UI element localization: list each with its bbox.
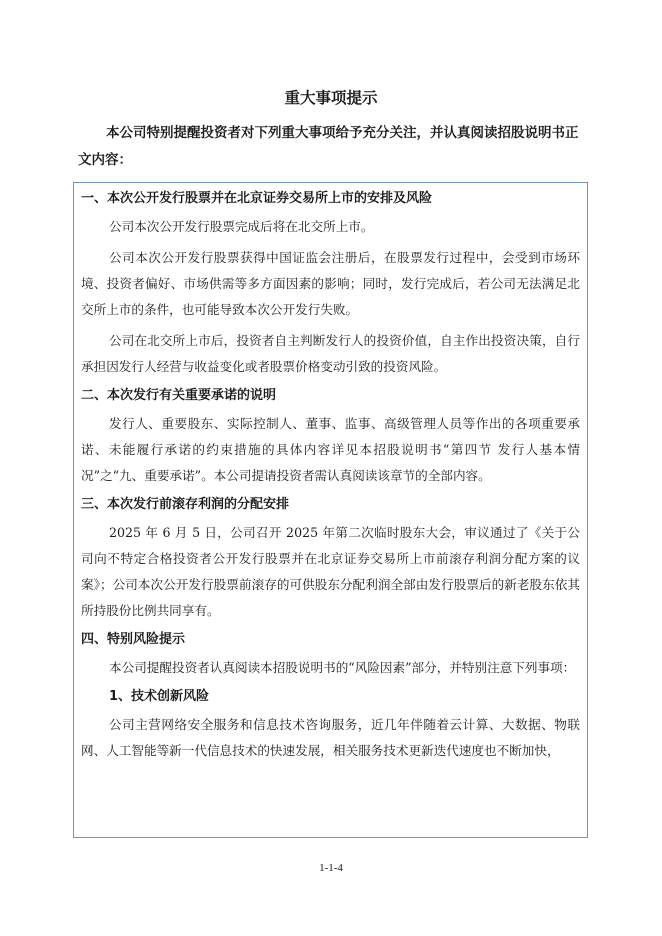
section-paragraph: 公司在北交所上市后，投资者自主判断发行人的投资价值，自主作出投资决策，自行承担因发行人经营与收益变化或者股票价格变动引致的投资风险。 [81, 333, 580, 374]
section-1 [81, 188, 580, 380]
page-title: 重大事项提示 [284, 89, 378, 107]
section-paragraph: 发行人、重要股东、实际控制人、董事、监事、高级管理人员等作出的各项重要承诺、未能履行承诺的约束措施的具体内容详见本招股说明书“第四节 发行人基本情况”之“九、重要承诺”。本公司提请投资者需认真阅读该章节的全部内容。 [81, 416, 580, 483]
section-heading: 四、特别风险提示 [81, 632, 186, 647]
section-4 [81, 629, 580, 764]
section-paragraph: 2025 年 6 月 5 日，公司召开 2025 年第二次临时股东大会，审议通过了《关于公司向不特定合格投资者公开发行股票并在北京证券交易所上市前滚存利润分配方案的议案》；公司本次公开发行股票前滚存的可供股东分配利润全部由发行股票后的新老股东依其所持股份比例共同享有。 [81, 525, 580, 618]
notice-box [73, 182, 588, 838]
section-paragraph: 公司本次公开发行股票完成后将在北交所上市。 [109, 219, 374, 234]
section-heading: 一、本次公开发行股票并在北京证券交易所上市的安排及风险 [81, 191, 433, 206]
intro-paragraph: 本公司特别提醒投资者对下列重大事项给予充分关注，并认真阅读招股说明书正文内容： [78, 125, 579, 168]
subsection-heading: 1、技术创新风险 [109, 689, 210, 704]
subsection-paragraph: 公司主营网络安全服务和信息技术咨询服务，近几年伴随着云计算、大数据、物联网、人工智能等新一代信息技术的快速发展，相关服务技术更新迭代速度也不断加快， [81, 717, 580, 758]
section-3 [81, 494, 580, 624]
section-paragraph: 本公司提醒投资者认真阅读本招股说明书的“风险因素”部分，并特别注意下列事项： [109, 660, 576, 675]
section-heading: 三、本次发行前滚存利润的分配安排 [81, 497, 290, 512]
section-paragraph: 公司本次公开发行股票获得中国证监会注册后，在股票发行过程中，会受到市场环境、投资者偏好、市场供需等多方面因素的影响；同时，发行完成后，若公司无法满足北交所上市的条件，也可能导致本次公开发行失败。 [81, 250, 580, 317]
section-heading: 二、本次发行有关重要承诺的说明 [81, 388, 277, 403]
section-2 [81, 385, 580, 489]
page-number: 1-1-4 [319, 862, 343, 874]
